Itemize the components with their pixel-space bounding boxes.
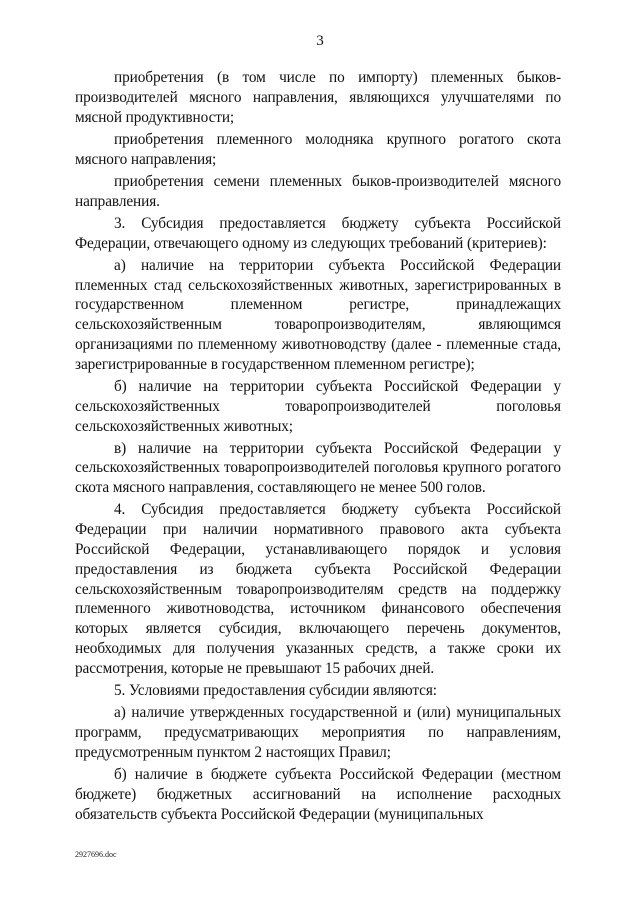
paragraph: 5. Условиями предоставления субсидии являются: xyxy=(114,682,437,700)
paragraph: б) наличие в бюджете субъекта Российской Федерации (местном бюджете) бюджетных ассигнований на исполнение расходных обязательств субъекта Российской Федерации (муниципальных xyxy=(75,766,561,823)
paragraph: 3. Субсидия предоставляется бюджету субъекта Российской Федерации, отвечающего одному из следующих требований (критериев): xyxy=(75,214,561,252)
document-body xyxy=(75,68,561,824)
file-reference: 2927696.doc xyxy=(75,850,117,859)
paragraph: 4. Субсидия предоставляется бюджету субъекта Российской Федерации при наличии нормативного правового акта субъекта Российской Федерации, устанавливающего порядок и условия предоставления из бюджета субъекта Российской Федерации сельскохозяйственным товаропроизводителям средств на поддержку племенного животноводства, источником финансового обеспечения которых является субсидия, включающего перечень документов, необходимых для получения указанных средств, а также сроки их рассмотрения, которые не превышают 15 рабочих дней. xyxy=(75,501,561,677)
paragraph: приобретения (в том числе по импорту) племенных быков-производителей мясного направления, являющихся улучшателями по мясной продуктивности; xyxy=(75,69,561,126)
paragraph: приобретения племенного молодняка крупного рогатого скота мясного направления; xyxy=(75,130,561,168)
page-number: 3 xyxy=(316,33,324,49)
paragraph: в) наличие на территории субъекта Российской Федерации у сельскохозяйственных товаропроизводителей поголовья крупного рогатого скота мясного направления, составляющего не менее 500 голов. xyxy=(75,439,561,497)
paragraph: а) наличие на территории субъекта Российской Федерации племенных стад сельскохозяйственных животных, зарегистрированных в государственном племенном регистре, принадлежащих сельскохозяйственным товаропроизводителям, являющимся организациями по племенному животноводству (далее - племенные стада, зарегистрированные в государственном племенном регистре); xyxy=(75,256,561,373)
paragraph: а) наличие утвержденных государственной и (или) муниципальных программ, предусматривающих мероприятия по направлениям, предусмотренным пунктом 2 настоящих Правил; xyxy=(75,704,561,761)
paragraph: приобретения семени племенных быков-производителей мясного направления. xyxy=(75,172,561,210)
paragraph: б) наличие на территории субъекта Российской Федерации у сельскохозяйственных товаропроизводителей поголовья сельскохозяйственных животных; xyxy=(75,377,561,435)
